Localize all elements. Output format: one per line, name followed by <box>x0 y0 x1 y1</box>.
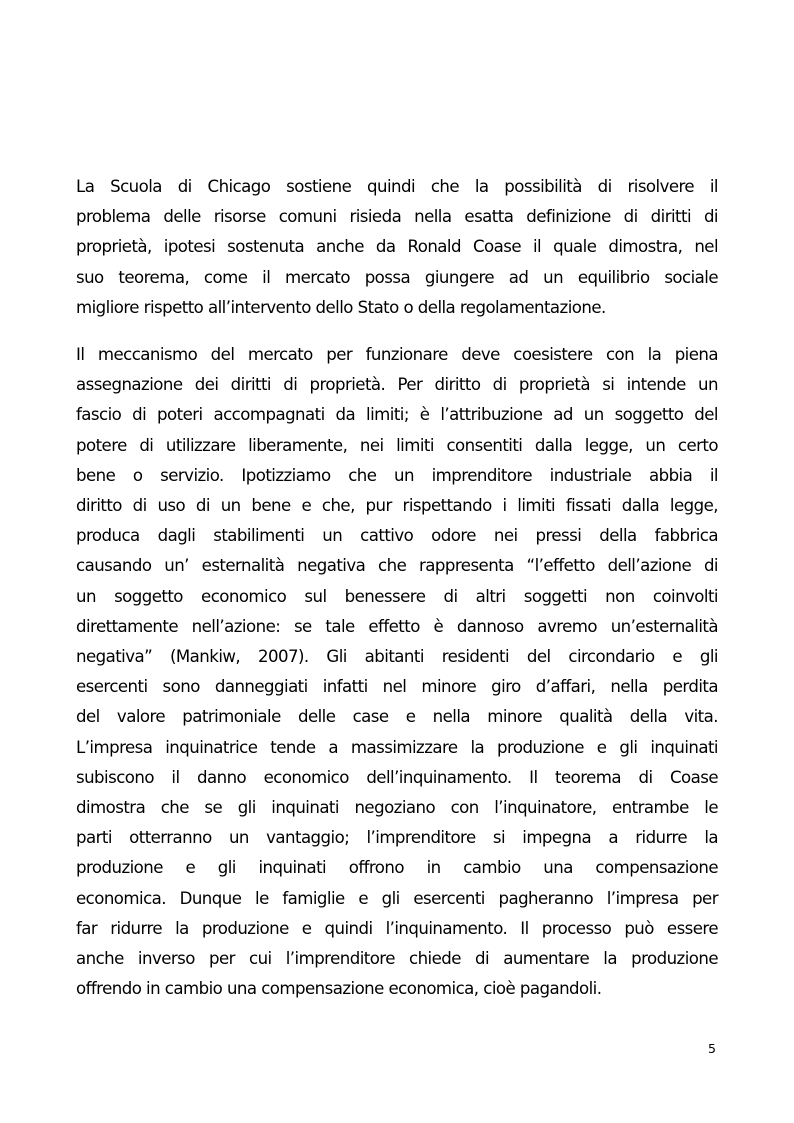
text-line: del valore patrimoniale delle case e nella minore qualità della vita. <box>76 707 718 727</box>
text-line: subiscono il danno economico dell’inquinamento. Il teorema di Coase <box>76 767 718 787</box>
text-line: proprietà, ipotesi sostenuta anche da Ronald Coase il quale dimostra, nel <box>76 237 718 257</box>
text-line: produzione e gli inquinati offrono in cambio una compensazione <box>76 858 718 878</box>
text-line: economica. Dunque le famiglie e gli esercenti pagheranno l’impresa per <box>76 888 718 908</box>
paragraph-2 <box>76 340 718 1004</box>
text-line: un soggetto economico sul benessere di altri soggetti non coinvolti <box>76 586 718 606</box>
text-line: potere di utilizzare liberamente, nei limiti consentiti dalla legge, un certo <box>76 435 718 455</box>
text-line: direttamente nell’azione: se tale effetto è dannoso avremo un’esternalità <box>76 616 718 636</box>
text-line: dimostra che se gli inquinati negoziano con l’inquinatore, entrambe le <box>76 798 718 818</box>
text-line: migliore rispetto all’intervento dello Stato o della regolamentazione. <box>76 297 606 317</box>
text-line: suo teorema, come il mercato possa giungere ad un equilibrio sociale <box>76 267 718 287</box>
text-line: bene o servizio. Ipotizziamo che un imprenditore industriale abbia il <box>76 465 718 485</box>
text-line: L’impresa inquinatrice tende a massimizzare la produzione e gli inquinati <box>76 737 718 757</box>
text-line: far ridurre la produzione e quindi l’inquinamento. Il processo può essere <box>76 918 718 938</box>
text-line: causando un’ esternalità negativa che rappresenta “l’effetto dell’azione di <box>76 556 718 576</box>
text-line: diritto di uso di un bene e che, pur rispettando i limiti fissati dalla legge, <box>76 496 718 516</box>
text-line: fascio di poteri accompagnati da limiti; è l’attribuzione ad un soggetto del <box>76 405 718 425</box>
text-line: assegnazione dei diritti di proprietà. Per diritto di proprietà si intende un <box>76 375 718 395</box>
text-line: La Scuola di Chicago sostiene quindi che la possibilità di risolvere il <box>76 177 718 196</box>
text-line: offrendo in cambio una compensazione economica, cioè pagandoli. <box>76 979 602 999</box>
text-line: esercenti sono danneggiati infatti nel minore giro d’affari, nella perdita <box>76 677 718 697</box>
text-line: anche inverso per cui l’imprenditore chiede di aumentare la produzione <box>76 949 718 969</box>
page-number: 5 <box>708 1041 716 1056</box>
text-line: Il meccanismo del mercato per funzionare deve coesistere con la piena <box>76 345 718 365</box>
text-line: parti otterranno un vantaggio; l’imprenditore si impegna a ridurre la <box>76 828 718 848</box>
body-text <box>76 172 718 1004</box>
text-line: produca dagli stabilimenti un cattivo odore nei pressi della fabbrica <box>76 526 718 546</box>
paragraph-1 <box>76 172 718 323</box>
text-line: negativa” (Mankiw, 2007). Gli abitanti residenti del circondario e gli <box>76 647 718 667</box>
text-line: problema delle risorse comuni risieda nella esatta definizione di diritti di <box>76 207 718 227</box>
